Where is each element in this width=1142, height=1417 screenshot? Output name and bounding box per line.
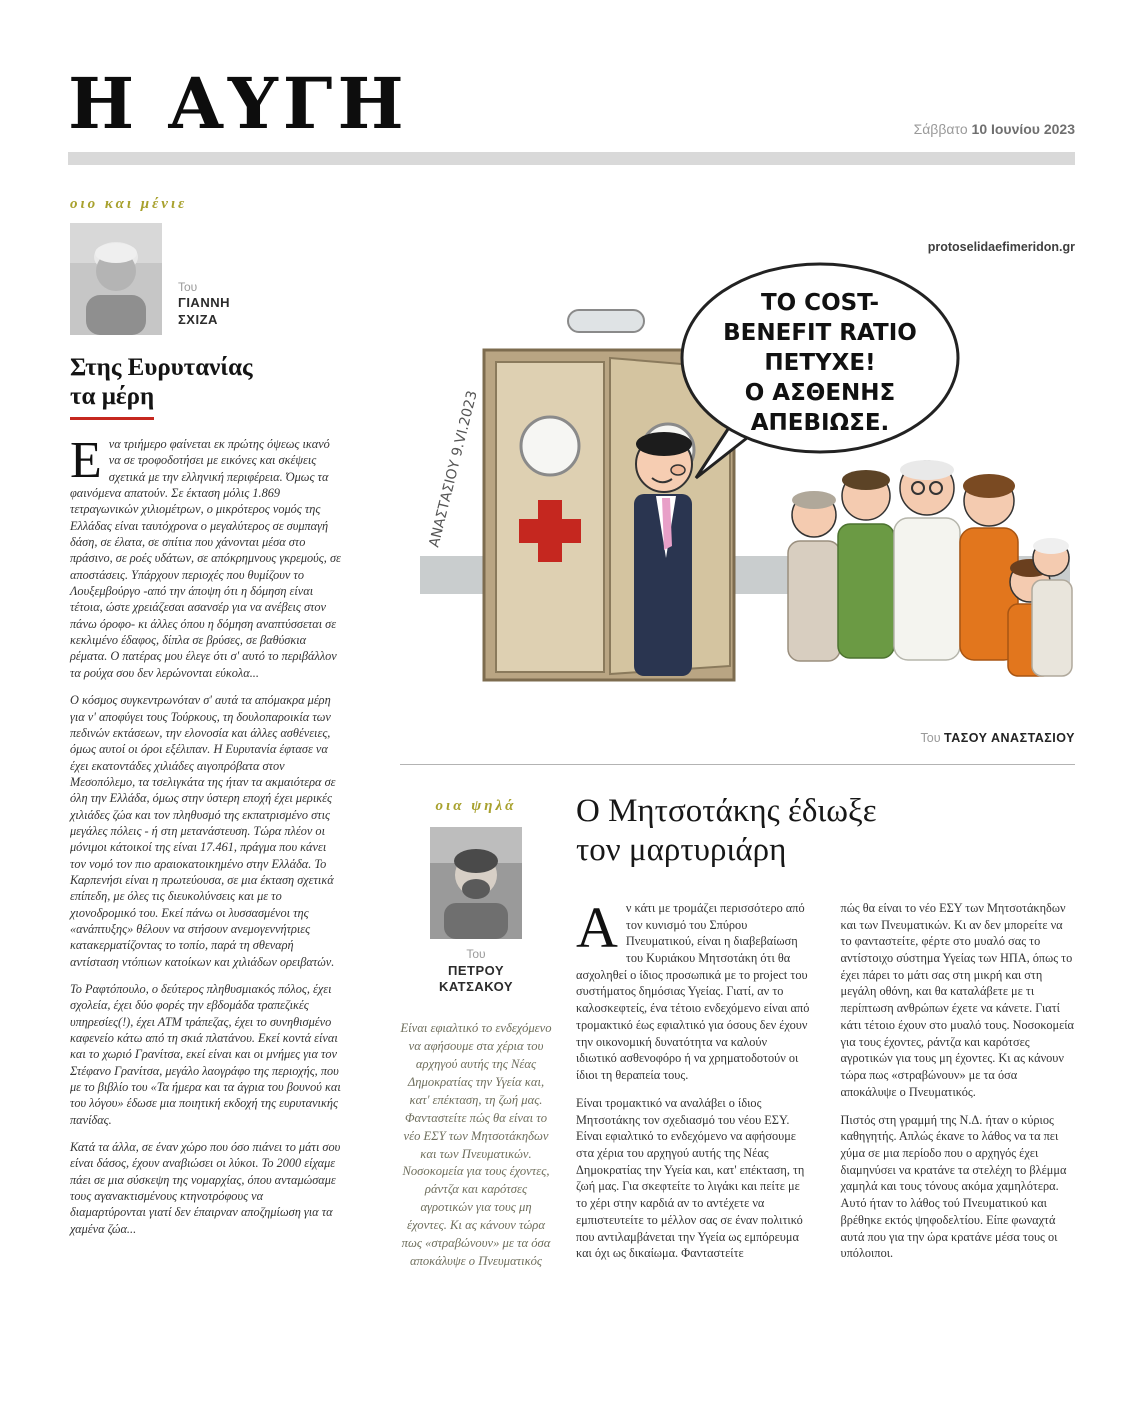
article-paragraph	[70, 432, 342, 681]
left-article-body	[70, 432, 342, 1237]
pull-quote: Είναι εφιαλτικό το ενδεχόμενο να αφήσουμε στα χέρια του αρχηγού αυτής της Νέας Δημοκρατίας την Υγεία και, κατ' επέκταση, τη ζωή μας. Φανταστείτε πώς θα είναι το νέο ΕΣΥ των Μητσοτάκηδων και των Πνευματικών. Νοσοκομεία για τους έχοντες, ράντζα και καρότσες αγροτικών για τους μη έχοντες. Κι ας κάνουν τώρα πως «στραβώνουν» με τα όσα αποκάλυψε ο Πνευματικός	[400, 1021, 552, 1268]
waiting-crowd	[788, 460, 1072, 676]
author-photo	[70, 223, 162, 335]
bubble-text-line: ΤΟ COST-	[760, 290, 880, 316]
article-paragraph: πώς θα είναι το νέο ΕΣΥ των Μητσοτάκηδων και των Πνευματικών. Κι αν δεν μπορείτε να το φανταστείτε, φέρτε στο μυαλό σας το αντίστοιχο σύστημα Υγείας των ΗΠΑ, όπως το έχει πάρει το μάτι σας στη μικρή και στη μεγάλη οθόνη, και θα καταλάβετε με τι περίπτωση ανθρώπων έχετε να κάνετε. Γιατί κάτι τέτοιο έχουν στο μυαλό τους. Νοσοκομεία για τους έχοντες, ράντζα και καρότσες αγροτικών για τους μη έχοντες. Κι ας κάνουν τώρα πως «στραβώνουν» με τα όσα αποκάλυψε ο Πνευματικός.	[840, 900, 1074, 1099]
crowd-figure	[788, 491, 840, 661]
article-paragraph: Πιστός στη γραμμή της Ν.Δ. ήταν ο κύριος καθηγητής. Απλώς έκανε το λάθος να τα πει χύμα σε μια περίοδο που ο αρχηγός έχει διαμηνύσει να κρατάνε τα στελέχη το βλέμμα χαμηλά και τους τόνους ακόμα χαμηλότερα. Αυτό ήταν το λάθος τού Πνευματικού και βρέθηκε εκτός ψηφοδελτίου. Είπε φωναχτά αυτά που για την ώρα κρατάνε μέσα τους οι υπόλοιποι.	[840, 1112, 1067, 1261]
dropcap: Ε	[70, 432, 102, 489]
main-byline	[400, 947, 552, 996]
cartoonist-signature: ΑΝΑΣΤΑΣΙΟΥ 9.VI.2023	[426, 389, 481, 549]
issue-date-rest: 10 Ιουνίου 2023	[971, 121, 1075, 137]
main-article-body	[576, 894, 1075, 1273]
author-photo-placeholder	[70, 223, 162, 335]
crowd-figure	[838, 470, 894, 658]
caption-prefix: Του	[920, 731, 941, 745]
byline-prefix: Του	[178, 279, 198, 294]
article-paragraph: Είναι τρομακτικό να αναλάβει ο ίδιος Μητσοτάκης τον σχεδιασμό του νέου ΕΣΥ. Είναι εφιαλτικό το ενδεχόμενο να αφήσουμε στα χέρια του αρχηγού αυτής της Νέας Δημοκρατίας την Υγεία και, κατ' επέκταση, τη ζωή μας. Για σκεφτείτε το λιγάκι και πείτε με το χέρι στην καρδιά αν το αντέχετε να εμπιστευτείτε το μέλλον σας σε έναν πολιτικό που αντιλαμβάνεται την Υγεία ως εμπόρευμα και όχι ως δικαίωμα. Φανταστείτε	[576, 1095, 805, 1261]
main-section-label: οια ψηλά	[435, 798, 517, 814]
crowd-figure	[894, 460, 960, 660]
byline-prefix: Του	[466, 947, 486, 961]
byline-name-line1: ΠΕΤΡΟΥ	[447, 962, 505, 978]
byline-name-line1: ΓΙΑΝΝΗ	[178, 295, 230, 311]
body-column-2	[841, 900, 1076, 1273]
crowd-figure	[1032, 538, 1072, 676]
issue-date-day: Σάββατο	[913, 121, 968, 137]
byline-name-line2: ΣΧΙΖΑ	[178, 312, 218, 328]
suited-man	[634, 432, 692, 676]
body-column-1	[576, 894, 811, 1273]
dropcap: Α	[576, 894, 618, 960]
left-section-label: οιο και μένιε	[70, 196, 188, 212]
paragraph-text: ν κάτι με τρομάζει περισσότερο από τον κυνισμό του Σπύρου Πνευματικού, είναι η διαβεβαίωση του Κυριάκου Μητσοτάκη ότι θα ασχοληθεί ο ίδιος προσωπικά με το project του συστήματος δημόσιας Υγείας. Γιατί, αν το καλοσκεφτείς, ένα τέτοιο ενδεχόμενο είναι από τρομακτικό έως εφιαλτικό για όσους δεν έχουν την οικονομική δυνατότητα να καλούν ιδιωτικό ασθενοφόρο ή να χρηματοδοτούν οι ίδιοι τη θεραπεία τους.	[576, 900, 810, 1083]
cartoon-drawing	[400, 258, 1075, 720]
main-article	[400, 792, 1075, 1382]
left-headline-line1: Στης Ευρυτανίας	[70, 354, 253, 381]
article-paragraph: Το Ραφτόπουλο, ο δεύτερος πληθυσμιακός πόλος, έχει σχολεία, έχει δύο φορές την εβδομάδα τραπεζικές υπηρεσίες(!), έχει ΑΤΜ τράπεζας, έχει το συνηθισμένο καφενείο κάτω από τη σκιά πλατάνου. Εκεί κοντά είναι και το χωριό Γρανίτσα, εκεί είναι και οι μνήμες για τον Στέφανο Γρανίτσα, μεγάλο λαογράφο της περιοχής, που με το βιβλίο του «Τα ήμερα και τα άγρια του βουνού και του λόγου» έδωσε μια ποιητική εκδοχή της ευρυτανικής πανίδας.	[70, 982, 341, 1127]
main-headline	[576, 792, 1075, 870]
left-headline-line2: τα μέρη	[70, 382, 154, 420]
caption-name: ΤΑΣΟΥ ΑΝΑΣΤΑΣΙΟΥ	[944, 731, 1075, 745]
issue-date	[914, 121, 1075, 137]
masthead-bar	[68, 152, 1075, 165]
left-article	[70, 196, 342, 1248]
bubble-text-line: Ο ΑΣΘΕΝΗΣ	[744, 380, 896, 406]
author-photo	[430, 827, 522, 939]
cartoon-caption	[920, 731, 1075, 745]
left-headline	[70, 353, 342, 420]
main-headline-line2: τον μαρτυριάρη	[576, 831, 787, 868]
masthead-title: Η ΑΥΓΗ	[68, 62, 409, 145]
main-headline-line1: Ο Μητσοτάκης έδιωξε	[576, 793, 877, 829]
bubble-text-line: ΑΠΕΒΙΩΣΕ.	[750, 410, 890, 436]
left-author-row	[70, 223, 342, 335]
section-divider	[400, 764, 1075, 765]
door-window	[521, 417, 579, 475]
article-paragraph	[576, 894, 811, 1084]
article-paragraph: Ο κόσμος συγκεντρωνόταν σ' αυτά τα απόμακρα μέρη για ν' αποφύγει τους Τούρκους, τη δουλοπαροικία των πεδινών εκτάσεων, την ελονοσία και άλλες ασθένειες, όμως αυτοί οι όροι εξέλιπαν. Η Ευρυτανία έφτασε να έχει εκατοντάδες χιλιάδες αιγοπρόβατα στον Μεσοπόλεμο, τα τσελιγκάτα της ήταν τα ακμαιότερα σε όλη την Ελλάδα, όμως στην ύστερη εποχή έχει μερικές χιλιάδες ζώα και τον πληθυσμό της εκπατρισμένο στις μεγάλες πόλεις - ή στη μετανάστευση. Τώρα πλέον οι μόνιμοι κάτοικοί της είναι 17.461, πράγμα που κάνει τον νομό τον πιο αραιοκατοικημένο στην Ελλάδα. Το Καρπενήσι είναι η πρωτεύουσα, σε μια έκταση σχετικά επίπεδη, με όλες τις διευκολύνσεις και με το χιονοδρομικό του. Εκεί πάνω οι λυσσασμένοι της «ανάπτυξης» θέλουν να στήσουν ανεμογεννήτριες κατακερματίζοντας το τοπίο, παρά τη σθεναρή αντίσταση ντόπιων κατοίκων και χιλιάδων ορειβατών.	[70, 693, 336, 969]
bubble-text-line: BENEFIT RATIO	[723, 320, 917, 346]
main-article-content	[576, 792, 1075, 1273]
editorial-cartoon	[400, 258, 1075, 720]
website-credit: protoselidaefimeridon.gr	[927, 240, 1075, 254]
article-paragraph: Κατά τα άλλα, σε έναν χώρο που όσο πιάνει το μάτι σου είναι δάσος, έχουν αναβιώσει οι λύκοι. Το 2000 είχαμε πάει σε μια σύσκεψη της νομαρχίας, όπου ανταμώσαμε τους αγανακτισμένους κτηνοτρόφους να διαμαρτύρονται γιατί δεν έπαιρναν αποζημίωση για τα χαμένα ζώα...	[70, 1140, 341, 1236]
main-article-aside	[400, 798, 552, 1271]
byline-name-line2: ΚΑΤΣΑΚΟΥ	[438, 979, 514, 995]
author-photo-placeholder	[430, 827, 522, 939]
bubble-text-line: ΠΕΤΥΧΕ!	[764, 350, 876, 376]
left-byline	[178, 280, 230, 329]
door-light	[568, 310, 644, 332]
speech-bubble	[682, 264, 958, 478]
paragraph-text: να τριήμερο φαίνεται εκ πρώτης όψεως ικανό να σε τροφοδοτήσει με εικόνες και σκέψεις σχετικά με την ελληνική περιφέρεια. Όμως τα φαινόμενα απατούν. Σε έκταση μόλις 1.869 τετραγωνικών χιλιομέτρων, ο μικρότερος νομός της Ελλάδας είναι ταυτόχρονα ο μεγαλύτερος σε συμπαγή δάση, σε έλατα, σε σπίτια που χάνονται μέσα στο πράσινο, σε ροές υδάτων, σε απόκρημνους γκρεμούς, σε αποστάσεις. Υπάρχουν περιοχές που θυμίζουν το Λουξεμβούργο -από την άποψη ότι η δόμηση είναι τέτοια, ώστε χρειάζεσαι ασανσέρ για να ανέβεις στον πάνω όροφο- κι άλλες όπου η δόμηση αναπτύσσεται σε κεκλιμένο έδαφος, δίπλα σε βρύσες, σε βαθύσκια ρέματα. Ο πατέρας μου έλεγε ότι σ' αυτό το περιβάλλον τα ρούχα σου δεν λερώνονται εύκολα...	[70, 437, 341, 680]
